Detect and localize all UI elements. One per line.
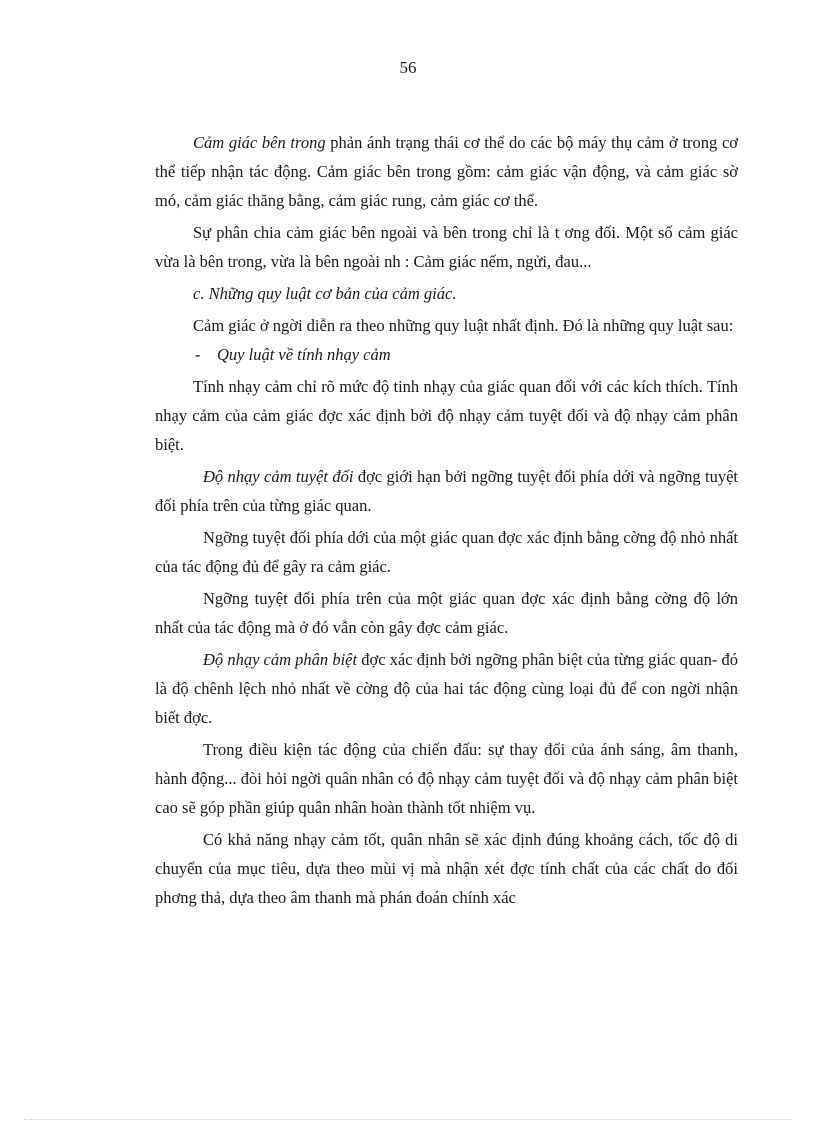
paragraph-sensitivity-definition: Tính nhạy cảm chỉ rõ mức độ tinh nhạy của giác quan đối với các kích thích. Tính nhạy cảm của cảm giác đợc xác định bởi độ nhạy cảm tuyệt đối và độ nhạy cảm phân biệt. [155,377,738,454]
paragraph-absolute-sensitivity [155,462,738,520]
paragraph-text: đợc xác định bởi ngỡng phân biệt của từng giác quan- đó là độ chênh lệch nhỏ nhất về cờng độ của hai tác động cùng loại đủ để con ngời nhận biết đợc. [155,650,738,727]
bullet-item-sensitivity-law [155,340,738,369]
paragraph-text: đợc giới hạn bởi ngỡng tuyệt đối phía dới và ngỡng tuyệt đối phía trên của từng giác quan. [155,467,738,515]
section-heading-c: c. Những quy luật cơ bản của cảm giác. [193,284,457,303]
paragraph-internal-sensation [155,128,738,215]
paragraph-classification: Sự phân chia cảm giác bên ngoài và bên trong chỉ là t ơng đối. Một số cảm giác vừa là bên trong, vừa là bên ngoài nh : Cảm giác nếm, ngửi, đau... [155,223,738,271]
bullet-dash: - [195,345,201,364]
paragraph-upper-threshold: Ngỡng tuyệt đối phía trên của một giác quan đợc xác định bằng cờng độ lớn nhất của tác động mà ở đó vẫn còn gây đợc cảm giác. [155,589,738,637]
term-internal-sensation: Cảm giác bên trong [193,133,326,152]
paragraph-laws-intro: Cảm giác ở ngời diễn ra theo những quy luật nhất định. Đó là những quy luật sau: [193,316,734,335]
paragraph-text: phản ánh trạng thái cơ thể do các bộ máy thụ cảm ở trong cơ thể tiếp nhận tác động. Cảm giác bên trong gồm: cảm giác vận động, và cảm giác sờ mó, cảm giác thăng bằng, cảm giác rung, cảm giác cơ thể. [155,133,739,210]
page-number: 56 [399,58,417,77]
document-body [155,128,738,912]
paragraph-good-sensitivity: Có khả năng nhạy cảm tốt, quân nhân sẽ xác định đúng khoảng cách, tốc độ di chuyển của mục tiêu, dựa theo mùi vị mà nhận xét đợc tính chất của các chất do đối phơng thả, dựa theo âm thanh mà phán đoán chính xác [155,830,738,907]
term-differential-sensitivity: Độ nhạy cảm phân biệt [203,650,358,669]
paragraph-lower-threshold: Ngỡng tuyệt đối phía dới của một giác quan đợc xác định bằng cờng độ nhỏ nhất của tác động đủ để gây ra cảm giác. [155,528,738,576]
paragraph-differential-sensitivity [155,645,738,732]
term-absolute-sensitivity: Độ nhạy cảm tuyệt đối [203,467,354,486]
bullet-label: Quy luật về tính nhạy cảm [217,345,391,364]
paragraph-combat-conditions: Trong điều kiện tác động của chiến đấu: sự thay đổi của ánh sáng, âm thanh, hành động... đòi hỏi ngời quân nhân có độ nhạy cảm tuyệt đối và độ nhạy cảm phân biệt cao sẽ góp phần giúp quân nhân hoàn thành tốt nhiệm vụ. [155,740,738,817]
page-bottom-divider [24,1119,792,1120]
